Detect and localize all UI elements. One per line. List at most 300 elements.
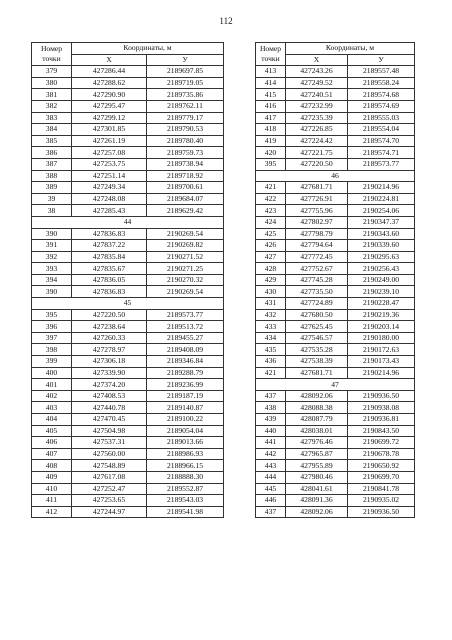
x-coordinate-cell: 427836.83 — [72, 228, 147, 240]
table-row — [256, 274, 415, 286]
x-coordinate-cell: 427374.20 — [72, 379, 147, 391]
point-number-cell: 406 — [32, 437, 72, 449]
point-number-cell: 392 — [32, 251, 72, 263]
x-coordinate-cell: 427290.90 — [72, 89, 147, 101]
table-row — [256, 390, 415, 402]
x-coordinate-cell: 427798.79 — [286, 228, 348, 240]
point-number-cell: 387 — [32, 158, 72, 170]
x-coordinate-cell: 428041.61 — [286, 483, 348, 495]
point-number-cell: 412 — [32, 506, 72, 518]
point-number-cell: 394 — [32, 274, 72, 286]
y-coordinate-cell: 2189684.07 — [147, 193, 224, 205]
y-header: У — [348, 54, 415, 66]
point-number-cell: 441 — [256, 437, 286, 449]
y-coordinate-cell: 2188986.93 — [147, 448, 224, 460]
table-row — [32, 205, 224, 217]
x-coordinate-cell: 427285.43 — [72, 205, 147, 217]
y-coordinate-cell: 2190699.72 — [348, 437, 415, 449]
y-coordinate-cell: 2189054.04 — [147, 425, 224, 437]
y-coordinate-cell: 2189140.87 — [147, 402, 224, 414]
x-coordinate-cell: 427339.90 — [72, 367, 147, 379]
x-coordinate-cell: 427625.45 — [286, 321, 348, 333]
x-coordinate-cell: 427249.52 — [286, 77, 348, 89]
coordinates-header: Координаты, м — [72, 43, 224, 55]
x-coordinate-cell: 427224.42 — [286, 135, 348, 147]
y-coordinate-cell: 2190271.25 — [147, 263, 224, 275]
point-number-cell: 385 — [32, 135, 72, 147]
x-coordinate-cell: 427286.44 — [72, 66, 147, 78]
x-coordinate-cell: 427802.97 — [286, 216, 348, 228]
group-row — [256, 379, 415, 391]
x-coordinate-cell: 427253.75 — [72, 158, 147, 170]
point-number-cell: 390 — [32, 286, 72, 298]
group-label: 45 — [32, 298, 224, 310]
table-row — [32, 460, 224, 472]
point-number-cell: 405 — [32, 425, 72, 437]
y-coordinate-cell: 2189700.61 — [147, 182, 224, 194]
table-row — [256, 182, 415, 194]
y-coordinate-cell: 2190256.43 — [348, 263, 415, 275]
y-coordinate-cell: 2189288.79 — [147, 367, 224, 379]
point-number-cell: 39 — [32, 193, 72, 205]
table-row — [256, 228, 415, 240]
table-row — [32, 448, 224, 460]
point-number-cell: 433 — [256, 321, 286, 333]
x-coordinate-cell: 427306.18 — [72, 356, 147, 368]
point-number-cell: 443 — [256, 460, 286, 472]
point-number-cell: 410 — [32, 483, 72, 495]
x-coordinate-cell: 427253.65 — [72, 495, 147, 507]
point-number-cell: 437 — [256, 390, 286, 402]
point-number-cell: 38 — [32, 205, 72, 217]
y-coordinate-cell: 2189718.92 — [147, 170, 224, 182]
y-coordinate-cell: 2190203.14 — [348, 321, 415, 333]
table-row — [256, 263, 415, 275]
table-row — [32, 379, 224, 391]
y-coordinate-cell: 2189552.87 — [147, 483, 224, 495]
y-coordinate-cell: 2189762.11 — [147, 100, 224, 112]
page-number: 112 — [219, 16, 233, 26]
x-coordinate-cell: 427537.31 — [72, 437, 147, 449]
y-coordinate-cell: 2189629.42 — [147, 205, 224, 217]
y-coordinate-cell: 2189759.73 — [147, 147, 224, 159]
x-coordinate-cell: 427470.45 — [72, 414, 147, 426]
point-number-header: Номер точки — [32, 43, 72, 66]
point-number-cell: 419 — [256, 135, 286, 147]
point-number-cell: 389 — [32, 182, 72, 194]
table-row — [32, 170, 224, 182]
x-coordinate-cell: 427504.98 — [72, 425, 147, 437]
group-row — [32, 216, 224, 228]
y-coordinate-cell: 2190343.60 — [348, 228, 415, 240]
x-coordinate-cell: 427261.19 — [72, 135, 147, 147]
x-coordinate-cell: 427724.89 — [286, 298, 348, 310]
point-number-cell: 395 — [256, 158, 286, 170]
table-row — [256, 321, 415, 333]
point-number-cell: 415 — [256, 89, 286, 101]
point-number-cell: 418 — [256, 124, 286, 136]
table-row — [32, 89, 224, 101]
point-number-cell: 404 — [32, 414, 72, 426]
y-coordinate-cell: 2189541.98 — [147, 506, 224, 518]
point-number-cell: 408 — [32, 460, 72, 472]
table-row — [32, 471, 224, 483]
y-coordinate-cell: 2190172.63 — [348, 344, 415, 356]
point-number-cell: 423 — [256, 205, 286, 217]
table-row — [256, 147, 415, 159]
table-row — [256, 135, 415, 147]
y-coordinate-cell: 2189574.68 — [348, 89, 415, 101]
table-row — [32, 425, 224, 437]
point-number-cell: 421 — [256, 367, 286, 379]
point-number-cell: 414 — [256, 77, 286, 89]
table-row — [32, 158, 224, 170]
x-coordinate-cell: 427835.67 — [72, 263, 147, 275]
table-row — [256, 77, 415, 89]
group-label: 44 — [32, 216, 224, 228]
y-coordinate-cell: 2189236.99 — [147, 379, 224, 391]
y-coordinate-cell: 2190938.08 — [348, 402, 415, 414]
x-coordinate-cell: 427257.08 — [72, 147, 147, 159]
table-row — [32, 251, 224, 263]
x-coordinate-cell: 427560.00 — [72, 448, 147, 460]
table-row — [32, 66, 224, 78]
y-coordinate-cell: 2190173.43 — [348, 356, 415, 368]
x-coordinate-cell: 427837.22 — [72, 240, 147, 252]
point-number-cell: 446 — [256, 495, 286, 507]
y-coordinate-cell: 2189554.04 — [348, 124, 415, 136]
y-coordinate-cell: 2189557.48 — [348, 66, 415, 78]
y-coordinate-cell: 2190214.96 — [348, 182, 415, 194]
x-coordinate-cell: 427752.67 — [286, 263, 348, 275]
point-number-cell: 424 — [256, 216, 286, 228]
x-coordinate-cell: 427546.57 — [286, 332, 348, 344]
table-row — [32, 402, 224, 414]
x-coordinate-cell: 427260.33 — [72, 332, 147, 344]
x-coordinate-cell: 427976.46 — [286, 437, 348, 449]
point-number-cell: 417 — [256, 112, 286, 124]
x-coordinate-cell: 428087.79 — [286, 414, 348, 426]
point-number-cell: 422 — [256, 193, 286, 205]
x-coordinate-cell: 427835.84 — [72, 251, 147, 263]
x-coordinate-cell: 427681.71 — [286, 182, 348, 194]
table-row — [256, 112, 415, 124]
table-row — [256, 124, 415, 136]
x-coordinate-cell: 427243.26 — [286, 66, 348, 78]
y-coordinate-cell: 2189455.27 — [147, 332, 224, 344]
x-coordinate-cell: 427617.08 — [72, 471, 147, 483]
y-coordinate-cell: 2189738.94 — [147, 158, 224, 170]
x-coordinate-cell: 427755.96 — [286, 205, 348, 217]
point-number-cell: 411 — [32, 495, 72, 507]
y-coordinate-cell: 2190841.78 — [348, 483, 415, 495]
point-number-cell: 436 — [256, 356, 286, 368]
y-coordinate-cell: 2189573.77 — [147, 309, 224, 321]
x-coordinate-cell: 427251.14 — [72, 170, 147, 182]
group-label: 47 — [256, 379, 415, 391]
y-coordinate-cell: 2189558.24 — [348, 77, 415, 89]
table-row — [256, 448, 415, 460]
y-coordinate-cell: 2190678.78 — [348, 448, 415, 460]
x-coordinate-cell: 428038.01 — [286, 425, 348, 437]
table-row — [32, 147, 224, 159]
y-coordinate-cell: 2190843.50 — [348, 425, 415, 437]
y-coordinate-cell: 2190269.54 — [147, 286, 224, 298]
table-row — [256, 158, 415, 170]
table-body — [256, 66, 415, 518]
x-coordinate-cell: 427252.47 — [72, 483, 147, 495]
table-row — [256, 332, 415, 344]
point-number-cell: 383 — [32, 112, 72, 124]
y-header: У — [147, 54, 224, 66]
table-row — [32, 274, 224, 286]
table-row — [256, 240, 415, 252]
y-coordinate-cell: 2189574.71 — [348, 147, 415, 159]
point-number-cell: 435 — [256, 344, 286, 356]
point-number-cell: 421 — [256, 182, 286, 194]
point-number-cell: 400 — [32, 367, 72, 379]
table-row — [32, 321, 224, 333]
y-coordinate-cell: 2189719.05 — [147, 77, 224, 89]
y-coordinate-cell: 2189735.86 — [147, 89, 224, 101]
y-coordinate-cell: 2190271.52 — [147, 251, 224, 263]
table-row — [32, 367, 224, 379]
x-coordinate-cell: 428088.38 — [286, 402, 348, 414]
table-row — [32, 77, 224, 89]
point-number-cell: 390 — [32, 228, 72, 240]
y-coordinate-cell: 2189779.17 — [147, 112, 224, 124]
y-coordinate-cell: 2189780.40 — [147, 135, 224, 147]
table-row — [32, 344, 224, 356]
y-coordinate-cell: 2189408.09 — [147, 344, 224, 356]
point-number-cell: 438 — [256, 402, 286, 414]
y-coordinate-cell: 2189697.85 — [147, 66, 224, 78]
y-coordinate-cell: 2190936.50 — [348, 506, 415, 518]
x-coordinate-cell: 427836.05 — [72, 274, 147, 286]
point-number-cell: 428 — [256, 263, 286, 275]
coordinates-table-left — [31, 42, 224, 518]
point-number-cell: 379 — [32, 66, 72, 78]
point-number-cell: 407 — [32, 448, 72, 460]
x-coordinate-cell: 427535.28 — [286, 344, 348, 356]
point-number-cell: 397 — [32, 332, 72, 344]
x-coordinate-cell: 427235.39 — [286, 112, 348, 124]
point-number-cell: 427 — [256, 251, 286, 263]
y-coordinate-cell: 2190224.81 — [348, 193, 415, 205]
point-number-cell: 396 — [32, 321, 72, 333]
point-number-cell: 381 — [32, 89, 72, 101]
y-coordinate-cell: 2189100.22 — [147, 414, 224, 426]
table-row — [32, 193, 224, 205]
point-number-cell: 402 — [32, 390, 72, 402]
point-number-cell: 429 — [256, 274, 286, 286]
point-number-cell: 445 — [256, 483, 286, 495]
point-number-cell: 386 — [32, 147, 72, 159]
point-number-cell: 403 — [32, 402, 72, 414]
group-row — [256, 170, 415, 182]
table-row — [256, 402, 415, 414]
x-coordinate-cell: 427408.53 — [72, 390, 147, 402]
table-row — [32, 332, 224, 344]
point-number-cell: 420 — [256, 147, 286, 159]
table-row — [32, 437, 224, 449]
x-coordinate-cell: 427726.91 — [286, 193, 348, 205]
x-coordinate-cell: 427220.50 — [72, 309, 147, 321]
table-row — [32, 228, 224, 240]
x-coordinate-cell: 427955.89 — [286, 460, 348, 472]
y-coordinate-cell: 2190269.54 — [147, 228, 224, 240]
y-coordinate-cell: 2190219.36 — [348, 309, 415, 321]
y-coordinate-cell: 2190699.70 — [348, 471, 415, 483]
table-row — [256, 309, 415, 321]
point-number-cell: 434 — [256, 332, 286, 344]
table-row — [256, 205, 415, 217]
y-coordinate-cell: 2190249.00 — [348, 274, 415, 286]
point-number-cell: 401 — [32, 379, 72, 391]
table-row — [32, 100, 224, 112]
y-coordinate-cell: 2190254.06 — [348, 205, 415, 217]
point-number-cell: 384 — [32, 124, 72, 136]
y-coordinate-cell: 2190936.50 — [348, 390, 415, 402]
x-header: Х — [286, 54, 348, 66]
y-coordinate-cell: 2190214.96 — [348, 367, 415, 379]
table-row — [256, 344, 415, 356]
x-coordinate-cell: 427301.85 — [72, 124, 147, 136]
x-coordinate-cell: 427295.47 — [72, 100, 147, 112]
table-row — [32, 286, 224, 298]
point-number-cell: 426 — [256, 240, 286, 252]
point-number-cell: 382 — [32, 100, 72, 112]
y-coordinate-cell: 2190239.10 — [348, 286, 415, 298]
point-number-cell: 432 — [256, 309, 286, 321]
point-number-cell: 409 — [32, 471, 72, 483]
point-number-cell: 391 — [32, 240, 72, 252]
table-row — [32, 414, 224, 426]
x-coordinate-cell: 427794.64 — [286, 240, 348, 252]
coordinates-table-right — [255, 42, 415, 518]
y-coordinate-cell: 2188966.15 — [147, 460, 224, 472]
table-row — [32, 309, 224, 321]
table-row — [32, 390, 224, 402]
x-coordinate-cell: 427980.46 — [286, 471, 348, 483]
y-coordinate-cell: 2189790.53 — [147, 124, 224, 136]
group-label: 46 — [256, 170, 415, 182]
point-number-header: Номер точки — [256, 43, 286, 66]
table-row — [32, 263, 224, 275]
table-row — [256, 216, 415, 228]
table-row — [256, 66, 415, 78]
table-row — [256, 100, 415, 112]
point-number-cell: 440 — [256, 425, 286, 437]
table-row — [256, 506, 415, 518]
x-coordinate-cell: 427238.64 — [72, 321, 147, 333]
table-row — [32, 495, 224, 507]
table-row — [256, 356, 415, 368]
x-coordinate-cell: 428091.36 — [286, 495, 348, 507]
table-row — [256, 483, 415, 495]
y-coordinate-cell: 2190650.92 — [348, 460, 415, 472]
y-coordinate-cell: 2188888.30 — [147, 471, 224, 483]
table-row — [256, 298, 415, 310]
point-number-cell: 388 — [32, 170, 72, 182]
x-coordinate-cell: 427735.50 — [286, 286, 348, 298]
x-coordinate-cell: 427299.12 — [72, 112, 147, 124]
x-coordinate-cell: 427680.50 — [286, 309, 348, 321]
point-number-cell: 437 — [256, 506, 286, 518]
y-coordinate-cell: 2190935.02 — [348, 495, 415, 507]
y-coordinate-cell: 2189187.19 — [147, 390, 224, 402]
x-coordinate-cell: 427221.75 — [286, 147, 348, 159]
point-number-cell: 425 — [256, 228, 286, 240]
y-coordinate-cell: 2189513.72 — [147, 321, 224, 333]
x-coordinate-cell: 427440.78 — [72, 402, 147, 414]
table-row — [256, 425, 415, 437]
x-header: Х — [72, 54, 147, 66]
x-coordinate-cell: 427538.39 — [286, 356, 348, 368]
x-coordinate-cell: 428092.06 — [286, 506, 348, 518]
x-coordinate-cell: 427681.71 — [286, 367, 348, 379]
x-coordinate-cell: 427249.34 — [72, 182, 147, 194]
table-row — [256, 437, 415, 449]
x-coordinate-cell: 427220.50 — [286, 158, 348, 170]
y-coordinate-cell: 2190339.60 — [348, 240, 415, 252]
table-row — [256, 414, 415, 426]
table-row — [256, 471, 415, 483]
y-coordinate-cell: 2190295.63 — [348, 251, 415, 263]
y-coordinate-cell: 2189013.66 — [147, 437, 224, 449]
x-coordinate-cell: 427240.51 — [286, 89, 348, 101]
x-coordinate-cell: 427772.45 — [286, 251, 348, 263]
x-coordinate-cell: 427965.87 — [286, 448, 348, 460]
x-coordinate-cell: 427836.83 — [72, 286, 147, 298]
x-coordinate-cell: 428092.06 — [286, 390, 348, 402]
x-coordinate-cell: 427232.99 — [286, 100, 348, 112]
y-coordinate-cell: 2189543.03 — [147, 495, 224, 507]
table-row — [256, 89, 415, 101]
point-number-cell: 444 — [256, 471, 286, 483]
coordinates-header: Координаты, м — [286, 43, 415, 55]
table-row — [256, 367, 415, 379]
point-number-cell: 439 — [256, 414, 286, 426]
x-coordinate-cell: 427745.28 — [286, 274, 348, 286]
table-row — [256, 193, 415, 205]
table-row — [32, 240, 224, 252]
point-number-cell: 393 — [32, 263, 72, 275]
table-row — [32, 182, 224, 194]
y-coordinate-cell: 2189573.77 — [348, 158, 415, 170]
table-row — [32, 112, 224, 124]
table-row — [32, 483, 224, 495]
point-number-cell: 398 — [32, 344, 72, 356]
table-row — [256, 495, 415, 507]
table-body — [32, 66, 224, 518]
x-coordinate-cell: 427288.62 — [72, 77, 147, 89]
y-coordinate-cell: 2190228.47 — [348, 298, 415, 310]
y-coordinate-cell: 2190269.82 — [147, 240, 224, 252]
y-coordinate-cell: 2189574.69 — [348, 100, 415, 112]
table-row — [32, 506, 224, 518]
group-row — [32, 298, 224, 310]
x-coordinate-cell: 427278.97 — [72, 344, 147, 356]
y-coordinate-cell: 2190347.37 — [348, 216, 415, 228]
y-coordinate-cell: 2189346.84 — [147, 356, 224, 368]
x-coordinate-cell: 427244.97 — [72, 506, 147, 518]
table-row — [256, 460, 415, 472]
y-coordinate-cell: 2190270.32 — [147, 274, 224, 286]
x-coordinate-cell: 427248.08 — [72, 193, 147, 205]
point-number-cell: 380 — [32, 77, 72, 89]
y-coordinate-cell: 2189555.03 — [348, 112, 415, 124]
